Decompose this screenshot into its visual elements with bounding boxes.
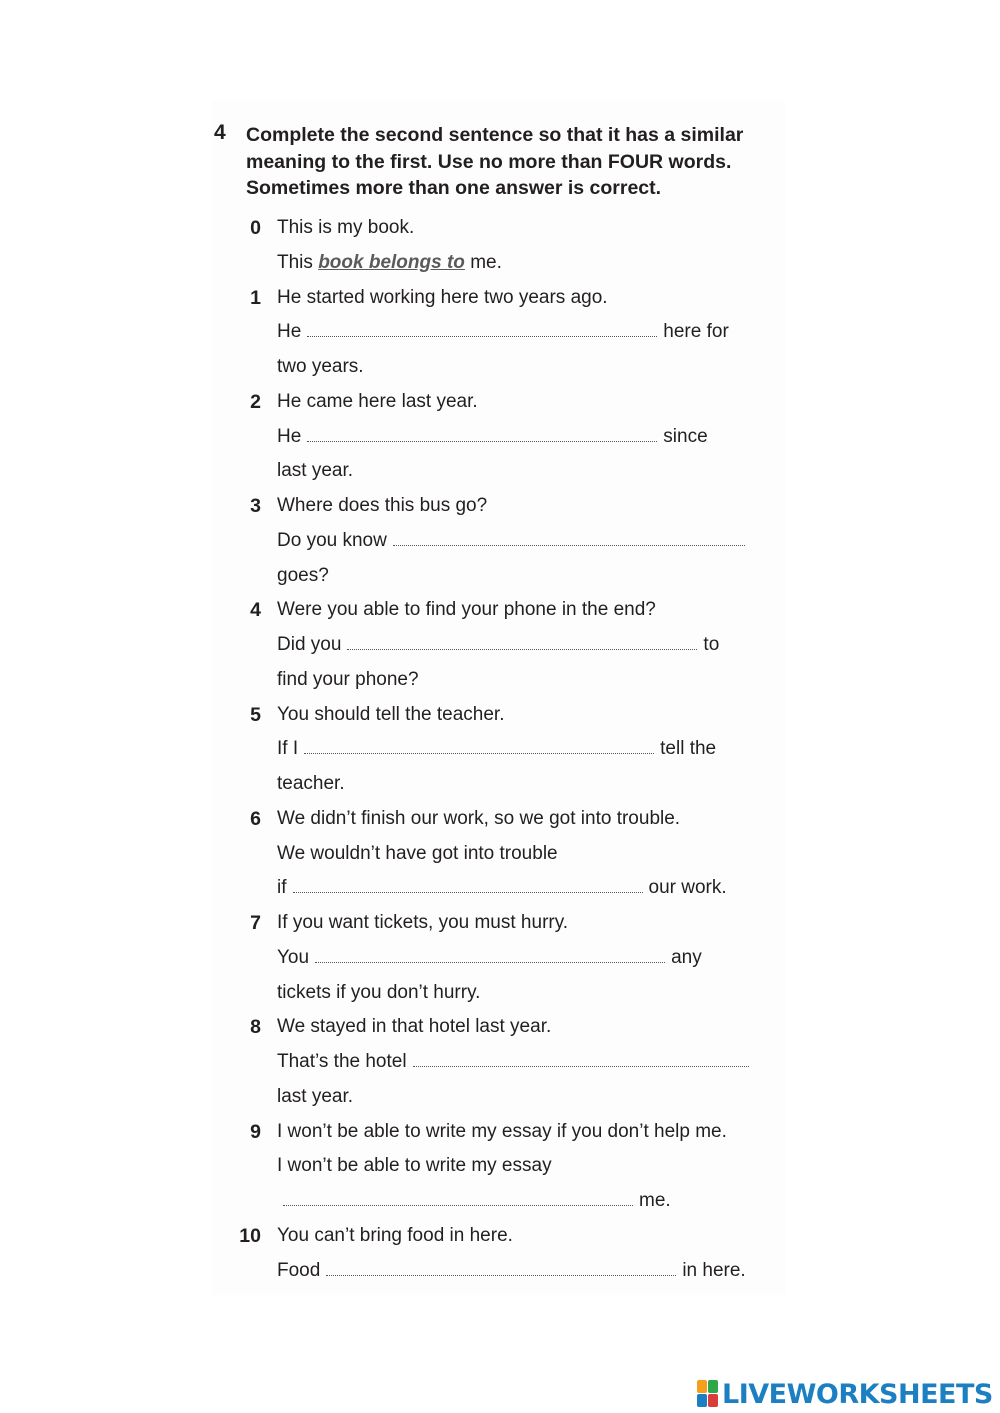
original-sentence: He started working here two years ago. bbox=[277, 286, 608, 308]
item-number: 3 bbox=[250, 495, 261, 517]
list-item bbox=[230, 1219, 790, 1289]
list-item bbox=[230, 1115, 790, 1219]
answer-blank[interactable] bbox=[413, 1065, 749, 1067]
rewrite-continuation: two years. bbox=[277, 356, 364, 377]
answer-blank[interactable] bbox=[283, 1204, 633, 1206]
rewrite-suffix: here for bbox=[663, 321, 729, 343]
original-sentence: Where does this bus go? bbox=[277, 495, 488, 516]
original-sentence: We didn’t finish our work, so we got into trouble. bbox=[277, 807, 681, 829]
rewrite-continuation: goes? bbox=[277, 564, 329, 586]
rewrite-lead: We wouldn’t have got into trouble bbox=[277, 842, 558, 864]
rewrite-suffix: in here. bbox=[682, 1259, 746, 1281]
original-sentence: Were you able to find your phone in the end? bbox=[277, 599, 656, 621]
list-item bbox=[230, 593, 790, 697]
original-sentence: If you want tickets, you must hurry. bbox=[277, 912, 569, 933]
rewrite-suffix: since bbox=[663, 425, 708, 447]
list-item bbox=[230, 802, 790, 906]
list-item bbox=[230, 281, 790, 385]
rewrite-suffix: me. bbox=[470, 251, 502, 273]
rewrite-continuation: last year. bbox=[277, 1085, 354, 1107]
rewrite-prefix: if bbox=[277, 877, 287, 899]
original-sentence: This is my book. bbox=[277, 217, 415, 238]
rewrite-prefix: If I bbox=[277, 738, 299, 760]
answer-blank[interactable] bbox=[307, 440, 657, 442]
rewrite-prefix: Do you know bbox=[277, 529, 387, 551]
rewrite-suffix: me. bbox=[639, 1190, 671, 1211]
item-number: 9 bbox=[250, 1120, 261, 1143]
answer-blank[interactable] bbox=[304, 752, 654, 754]
answer-blank[interactable] bbox=[347, 648, 697, 650]
list-item bbox=[230, 385, 790, 489]
rewrite-continuation: find your phone? bbox=[277, 668, 419, 690]
rewrite-prefix: He bbox=[277, 425, 302, 447]
rewrite-suffix: tell the bbox=[660, 738, 717, 760]
rewrite-continuation: teacher. bbox=[277, 773, 345, 794]
exercise-instructions: Complete the second sentence so that it has a similar meaning to the first. Use no more than FOUR words. Sometimes more than one answer is correct. bbox=[246, 124, 744, 199]
rewrite-continuation: last year. bbox=[277, 460, 354, 482]
rewrite-suffix: any bbox=[671, 946, 702, 968]
item-number: 8 bbox=[250, 1016, 261, 1039]
answer-blank[interactable] bbox=[307, 335, 657, 337]
liveworksheets-logo[interactable] bbox=[697, 1376, 993, 1412]
answer-blank[interactable] bbox=[293, 891, 643, 893]
rewrite-continuation: tickets if you don’t hurry. bbox=[277, 981, 481, 1003]
logo-mark-icon bbox=[697, 1380, 719, 1408]
rewrite-suffix: to bbox=[703, 634, 720, 655]
original-sentence: He came here last year. bbox=[277, 390, 478, 412]
item-number: 10 bbox=[239, 1224, 261, 1247]
list-item bbox=[230, 1010, 790, 1114]
original-sentence: You should tell the teacher. bbox=[277, 703, 505, 725]
exercise-number: 4 bbox=[214, 121, 226, 144]
answer-blank[interactable] bbox=[326, 1274, 676, 1276]
rewrite-prefix: Food bbox=[277, 1259, 321, 1281]
rewrite-prefix: Did you bbox=[277, 634, 342, 655]
example-answer: book belongs to bbox=[318, 251, 465, 273]
list-item bbox=[230, 489, 790, 593]
item-number: 2 bbox=[250, 390, 261, 413]
rewrite-suffix: our work. bbox=[648, 877, 727, 899]
item-number: 6 bbox=[250, 807, 261, 830]
rewrite-prefix: He bbox=[277, 321, 302, 343]
original-sentence: I won’t be able to write my essay if you don’t help me. bbox=[277, 1120, 727, 1142]
item-number: 5 bbox=[250, 703, 261, 726]
item-number: 1 bbox=[250, 286, 261, 309]
item-number: 0 bbox=[250, 217, 261, 239]
answer-blank[interactable] bbox=[315, 961, 665, 963]
list-item bbox=[230, 698, 790, 802]
original-sentence: We stayed in that hotel last year. bbox=[277, 1016, 552, 1038]
list-item bbox=[230, 906, 790, 1010]
original-sentence: You can’t bring food in here. bbox=[277, 1224, 513, 1246]
item-number: 4 bbox=[250, 599, 261, 622]
exercise-items bbox=[230, 211, 790, 1288]
item-number: 7 bbox=[250, 912, 261, 934]
rewrite-prefix: You bbox=[277, 946, 310, 968]
answer-blank[interactable] bbox=[393, 544, 745, 546]
rewrite-lead: I won’t be able to write my essay bbox=[277, 1155, 552, 1177]
rewrite-prefix: This bbox=[277, 251, 313, 273]
logo-text: LIVEWORKSHEETS bbox=[722, 1378, 993, 1410]
rewrite-prefix: That’s the hotel bbox=[277, 1051, 407, 1072]
list-item bbox=[230, 211, 790, 281]
